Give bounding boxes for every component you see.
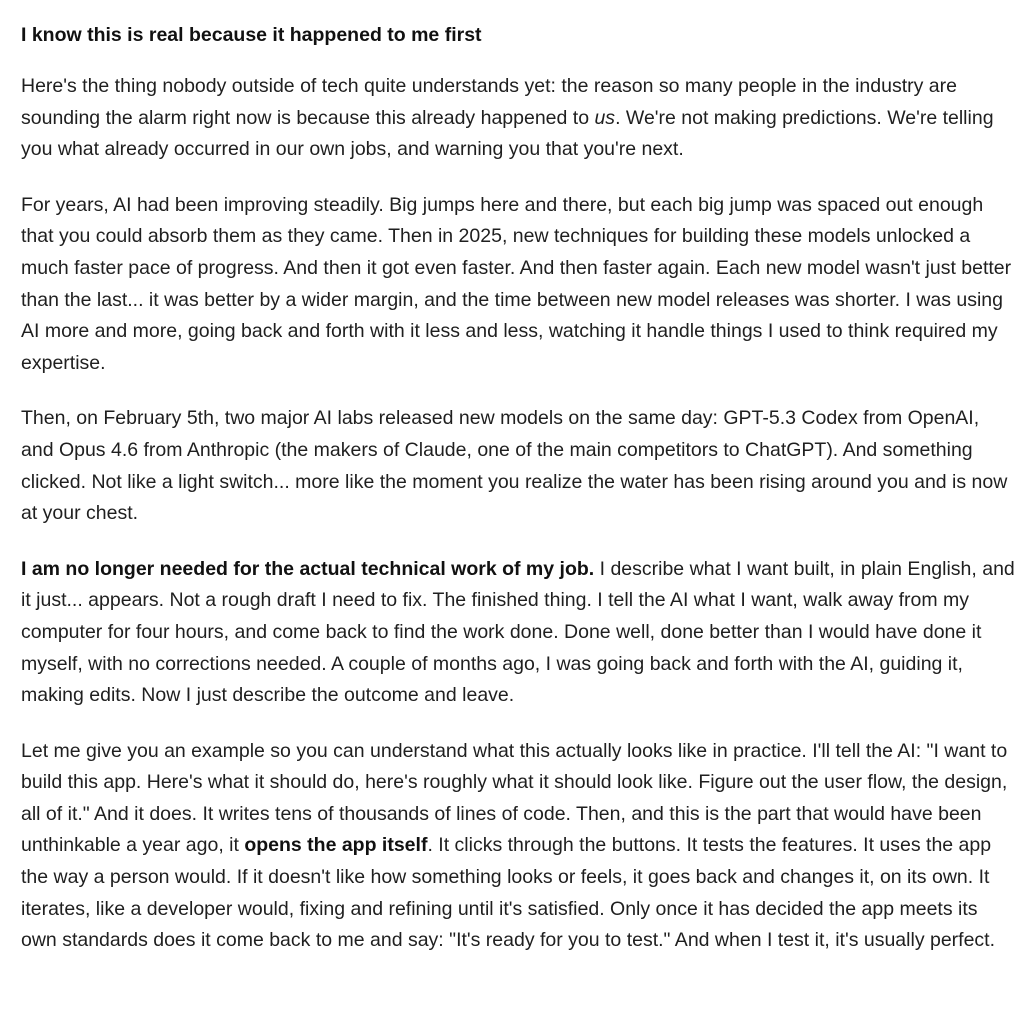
paragraph-4 xyxy=(21,554,1017,712)
paragraph-5-text-after: . It clicks through the buttons. It tests the features. It uses the app the way a person would. If it doesn't like how something looks or feels, it goes back and changes it, on its own. It iterates, like a developer would, fixing and refining until it's satisfied. Only once it has decided the app meets its own standards does it come back to me and say: "It's ready for you to test." And when I test it, it's usually perfect. xyxy=(21,834,996,952)
paragraph-5-bold: opens the app itself xyxy=(244,834,428,857)
paragraph-3-text: Then, on February 5th, two major AI labs released new models on the same day: GPT-5.3 Codex from OpenAI, and Opus 4.6 from Anthropic (the makers of Claude, one of the main competitors to ChatGPT). And something clicked. Not like a light switch... more like the moment you realize the water has been rising around you and is now at your chest. xyxy=(21,407,1008,525)
paragraph-1-text-before: Here's the thing nobody outside of tech quite understands yet: the reason so many people in the industry are sounding the alarm right now is because this already happened to xyxy=(21,75,957,129)
article-body xyxy=(21,20,1017,981)
paragraph-1 xyxy=(21,71,1017,166)
paragraph-1-emphasis: us xyxy=(594,106,616,129)
paragraph-5-text-before: Let me give you an example so you can understand what this actually looks like in practice. I'll tell the AI: "I want to build this app. Here's what it should do, here's roughly what it should look like. Figure out the user flow, the design, all of it." And it does. It writes tens of thousands of lines of code. Then, and this is the part that would have been unthinkable a year ago, it xyxy=(21,739,1008,857)
paragraph-2-text: For years, AI had been improving steadily. Big jumps here and there, but each big jump was spaced out enough that you could absorb them as they came. Then in 2025, new techniques for building these models unlocked a much faster pace of progress. And then it got even faster. And then faster again. Each new model wasn't just better than the last... it was better by a wider margin, and the time between new model releases was shorter. I was using AI more and more, going back and forth with it less and less, watching it handle things I used to think required my expertise. xyxy=(21,193,1012,374)
paragraph-4-text-after: I describe what I want built, in plain English, and it just... appears. Not a rough draft I need to fix. The finished thing. I tell the AI what I want, walk away from my computer for four hours, and come back to find the work done. Done well, done better than I would have done it myself, with no corrections needed. A couple of months ago, I was going back and forth with the AI, guiding it, making edits. Now I just describe the outcome and leave. xyxy=(21,557,1015,707)
section-heading: I know this is real because it happened to me first xyxy=(21,24,482,46)
paragraph-1-text-after: . We're not making predictions. We're telling you what already occurred in our own jobs, and warning you that you're next. xyxy=(21,106,994,161)
paragraph-2 xyxy=(21,190,1017,380)
paragraph-3 xyxy=(21,403,1017,529)
paragraph-4-bold: I am no longer needed for the actual technical work of my job. xyxy=(21,557,595,580)
paragraph-5 xyxy=(21,736,1017,957)
